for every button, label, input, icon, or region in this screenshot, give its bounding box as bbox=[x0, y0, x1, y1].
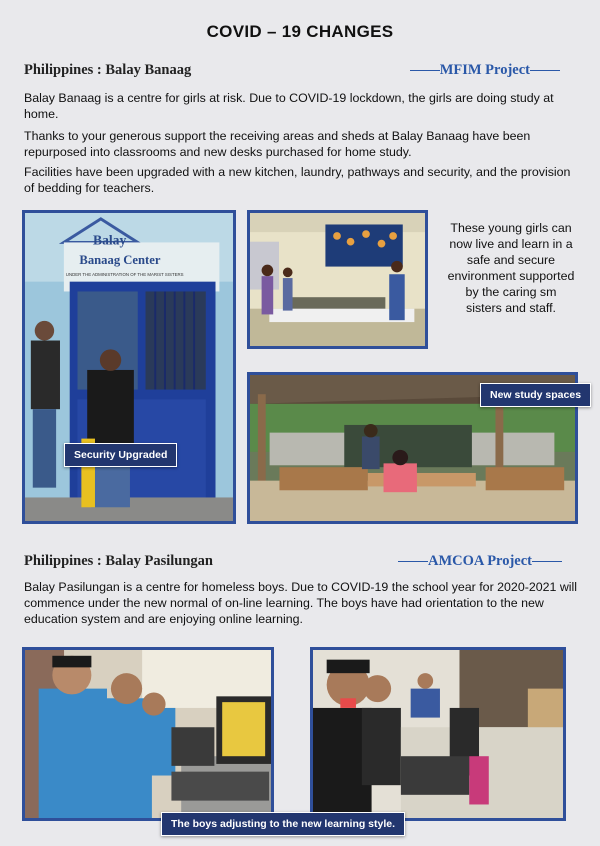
side-text: These young girls can now live and learn in a safe and secure environment supported by the caring sm sisters and staff. bbox=[447, 221, 575, 315]
page-title: COVID – 19 CHANGES bbox=[206, 22, 394, 41]
project-name: AMCOA Project bbox=[427, 553, 532, 569]
section-header-balay-banaag bbox=[24, 62, 576, 82]
paragraph: Balay Pasilungan is a centre for homeless boys. Due to COVID-19 the school year for 2020-2021 will commence under the new normal of on-line learning. The boys have had orientation to the new education system and are enjoying online learning. bbox=[24, 580, 578, 626]
project-name: MFIM Project bbox=[439, 62, 530, 78]
photo-security-gate bbox=[22, 210, 236, 524]
section-header-balay-pasilungan bbox=[24, 553, 576, 573]
divider bbox=[398, 561, 428, 563]
sign-text: Balay bbox=[93, 232, 127, 248]
section-project bbox=[398, 553, 562, 570]
paragraph: Thanks to your generous support the receiving areas and sheds at Balay Banaag have been repurposed into classrooms and new desks purchased for home study. bbox=[24, 129, 531, 159]
photo-classroom-girls bbox=[247, 210, 428, 349]
divider bbox=[530, 70, 560, 72]
section-location: Philippines : Balay Pasilungan bbox=[24, 553, 213, 569]
section-project bbox=[410, 62, 560, 79]
divider bbox=[532, 561, 562, 563]
sign-subtext: UNDER THE ADMINISTRATION OF THE MARIST SISTERS bbox=[65, 271, 184, 277]
paragraph: Balay Banaag is a centre for girls at risk. Due to COVID-19 lockdown, the girls are doing study at home. bbox=[24, 91, 554, 121]
caption-study: New study spaces bbox=[480, 383, 591, 407]
photo-boys-laptops bbox=[22, 647, 274, 821]
caption-security: Security Upgraded bbox=[64, 443, 177, 467]
caption-boys: The boys adjusting to the new learning style. bbox=[161, 812, 405, 836]
sign-text: Banaag Center bbox=[79, 252, 161, 268]
photo-boys-desk bbox=[310, 647, 566, 821]
paragraph: Facilities have been upgraded with a new kitchen, laundry, pathways and security, and the provision of bedding for teachers. bbox=[24, 165, 571, 195]
divider bbox=[410, 70, 440, 72]
section-location: Philippines : Balay Banaag bbox=[24, 62, 192, 78]
